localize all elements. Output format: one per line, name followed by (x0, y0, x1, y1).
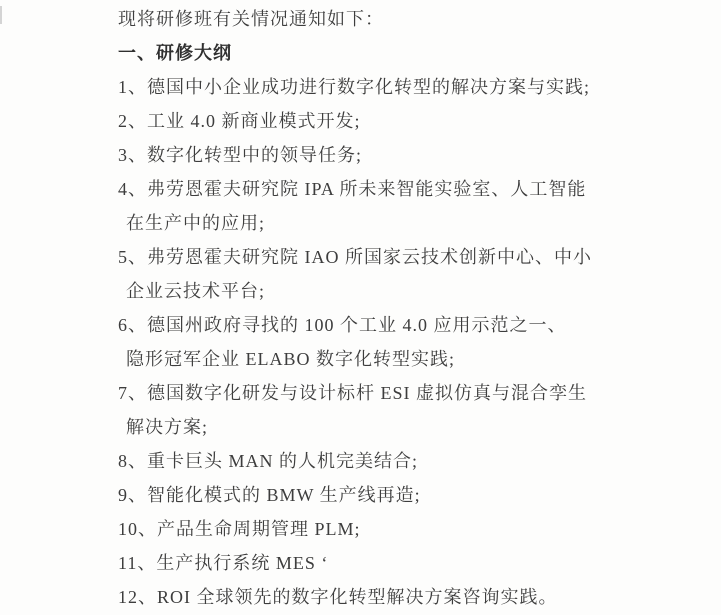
outline-item-9: 9、智能化模式的 BMW 生产线再造; (118, 485, 421, 505)
outline-item-4-continuation: 在生产中的应用; (126, 213, 266, 233)
outline-item-4: 4、弗劳恩霍夫研究院 IPA 所未来智能实验室、人工智能 (118, 179, 587, 199)
outline-item-5: 5、弗劳恩霍夫研究院 IAO 所国家云技术创新中心、中小 (118, 247, 592, 267)
outline-item-2: 2、工业 4.0 新商业模式开发; (118, 111, 361, 131)
outline-item-6: 6、德国州政府寻找的 100 个工业 4.0 应用示范之一、 (118, 315, 567, 335)
outline-item-10: 10、产品生命周期管理 PLM; (118, 519, 361, 539)
intro-paragraph: 现将研修班有关情况通知如下： (118, 9, 384, 29)
outline-item-6-continuation: 隐形冠军企业 ELABO 数字化转型实践; (126, 349, 455, 369)
scan-edge-artifact (0, 6, 2, 24)
outline-item-7-continuation: 解决方案; (126, 417, 209, 437)
outline-item-12: 12、ROI 全球领先的数字化转型解决方案咨询实践。 (118, 587, 558, 607)
section-heading: 一、研修大纲 (118, 43, 232, 63)
outline-item-8: 8、重卡巨头 MAN 的人机完美结合; (118, 451, 419, 471)
outline-item-7: 7、德国数字化研发与设计标杆 ESI 虚拟仿真与混合孪生 (118, 383, 587, 403)
outline-item-11: 11、生产执行系统 MES ‘ (118, 553, 329, 573)
outline-item-5-continuation: 企业云技术平台; (126, 281, 266, 301)
document-body (118, 2, 678, 614)
outline-item-3: 3、数字化转型中的领导任务; (118, 145, 362, 165)
outline-item-1: 1、德国中小企业成功进行数字化转型的解决方案与实践; (118, 77, 590, 97)
